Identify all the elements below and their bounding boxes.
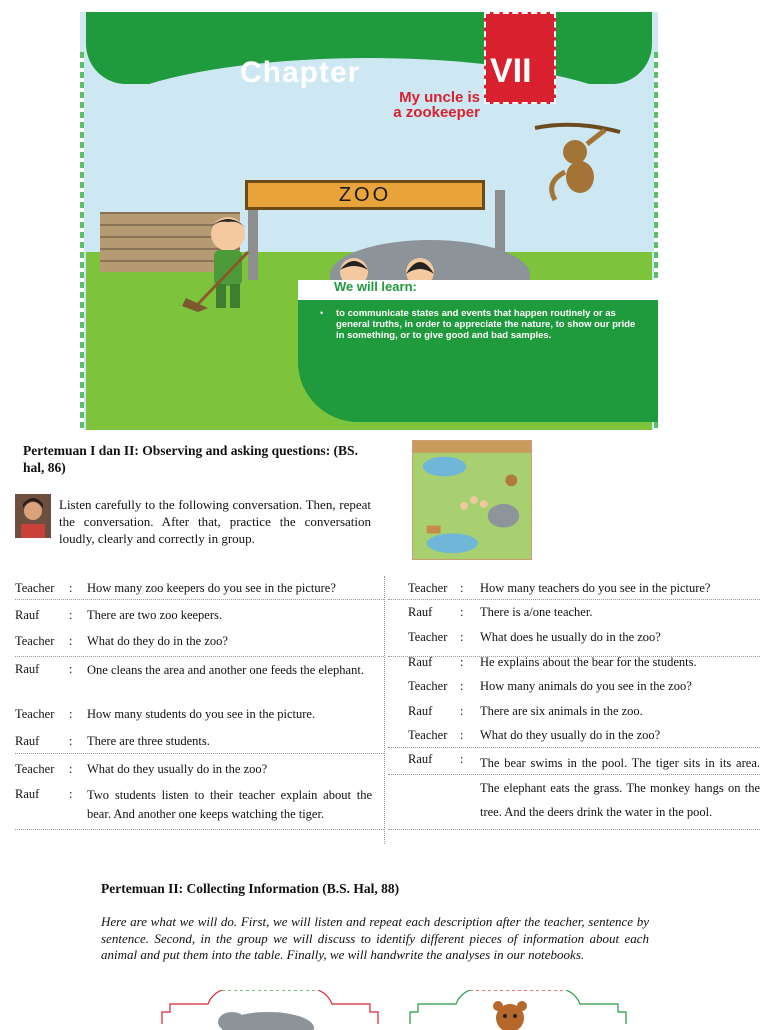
speaker-name: Rauf <box>408 704 433 718</box>
dialogue-text: There is a/one teacher. <box>480 605 593 619</box>
zoo-scene-illustration <box>412 440 532 560</box>
dialogue-text: What do they do in the zoo? <box>87 634 228 648</box>
speaker-colon: : <box>69 762 73 776</box>
learning-goals-text: to communicate states and events that happen routinely or as general truths, in order to appreciate the nature, to show our pride in something, or to give good and bad samples. <box>336 308 636 341</box>
chapter-number: VII <box>490 52 532 90</box>
speaker-colon: : <box>69 787 73 801</box>
chapter-label: Chapter <box>240 56 361 89</box>
speaker-colon: : <box>69 634 73 648</box>
speaker-name: Rauf <box>408 752 433 766</box>
dialogue-text: There are two zoo keepers. <box>87 608 222 622</box>
dialogue-text: There are six animals in the zoo. <box>480 704 643 718</box>
chapter-title-line1: My uncle is <box>399 89 480 106</box>
row-separator <box>15 753 384 754</box>
speaker-name: Teacher <box>15 762 55 776</box>
dialogue-text: He explains about the bear for the students. <box>480 655 697 669</box>
row-separator <box>15 599 384 600</box>
dialogue-text: How many animals do you see in the zoo? <box>480 679 692 693</box>
speaker-colon: : <box>69 581 73 595</box>
zookeeper-illustration <box>178 212 268 312</box>
speaker-colon: : <box>460 728 464 742</box>
cover-border-left <box>80 52 84 430</box>
speaker-name: Teacher <box>15 581 55 595</box>
bear-card-frame <box>408 990 628 1030</box>
dialogue-text: One cleans the area and another one feeds the elephant. <box>87 663 364 677</box>
speaker-name: Rauf <box>15 734 40 748</box>
zoo-sign: ZOO <box>245 180 485 210</box>
elephant-card-frame <box>160 990 380 1030</box>
learning-goals-panel <box>298 280 658 422</box>
teacher-avatar <box>15 494 51 538</box>
speaker-name: Teacher <box>15 707 55 721</box>
speaker-colon: : <box>460 704 464 718</box>
speaker-name: Rauf <box>408 605 433 619</box>
speaker-colon: : <box>460 752 464 766</box>
learning-goals-heading: We will learn: <box>334 279 417 294</box>
speaker-name: Rauf <box>15 662 40 676</box>
speaker-name: Rauf <box>15 787 40 801</box>
learning-goals-header <box>298 280 658 300</box>
chapter-title <box>260 90 480 120</box>
speaker-colon: : <box>460 630 464 644</box>
speaker-colon: : <box>460 655 464 669</box>
section-paragraph: Here are what we will do. First, we will listen and repeat each description after the teacher, sentence by sentence. Second, in the group we will discuss to identify different pieces of information about each animal and put them into the table. Finally, we will handwrite the analyses in our notebooks. <box>101 914 649 962</box>
row-separator <box>388 747 760 748</box>
dialogue-text: How many students do you see in the picture. <box>87 707 316 721</box>
speaker-colon: : <box>460 605 464 619</box>
speaker-name: Teacher <box>408 679 448 693</box>
section-title-collecting: Pertemuan II: Collecting Information (B.S. Hal, 88) <box>101 881 400 896</box>
dialogue-text: There are three students. <box>87 734 210 748</box>
row-separator <box>15 656 384 657</box>
row-separator <box>388 829 760 830</box>
row-separator <box>388 774 760 775</box>
speaker-colon: : <box>69 662 73 676</box>
dialogue-text: What do they usually do in the zoo? <box>480 728 661 742</box>
dialogue-text: How many zoo keepers do you see in the picture? <box>87 581 336 595</box>
instruction-paragraph: Listen carefully to the following conversation. Then, repeat the conversation. After that, practice the conversation loudly, clearly and correctly in group. <box>59 497 371 546</box>
monkey-illustration <box>525 122 625 202</box>
speaker-name: Rauf <box>15 608 40 622</box>
dialogue-text: What does he usually do in the zoo? <box>480 630 661 644</box>
dialogue-text: How many teachers do you see in the picture? <box>480 581 711 595</box>
speaker-colon: : <box>460 679 464 693</box>
speaker-colon: : <box>69 707 73 721</box>
speaker-colon: : <box>69 734 73 748</box>
dialogue-text: Two students listen to their teacher explain about the bear. And another one keeps watching the tiger. <box>87 788 372 821</box>
section-title-observing: Pertemuan I dan II: Observing and asking questions: (BS. hal, 86) <box>23 443 358 475</box>
speaker-name: Teacher <box>408 581 448 595</box>
row-separator <box>15 829 384 830</box>
conversation-divider <box>384 576 385 844</box>
speaker-name: Teacher <box>408 728 448 742</box>
chapter-cover-image <box>80 12 658 430</box>
dialogue-text: The bear swims in the pool. The tiger sits in its area. The elephant eats the grass. The monkey hangs on the tree. And the deers drink the water in the pool. <box>480 756 760 819</box>
bullet-icon: • <box>320 308 324 318</box>
dialogue-text: What do they usually do in the zoo? <box>87 762 268 776</box>
chapter-title-line2: a zookeeper <box>393 104 480 121</box>
speaker-name: Teacher <box>15 634 55 648</box>
speaker-name: Teacher <box>408 630 448 644</box>
speaker-colon: : <box>69 608 73 622</box>
speaker-name: Rauf <box>408 655 433 669</box>
row-separator <box>388 599 760 600</box>
speaker-colon: : <box>460 581 464 595</box>
